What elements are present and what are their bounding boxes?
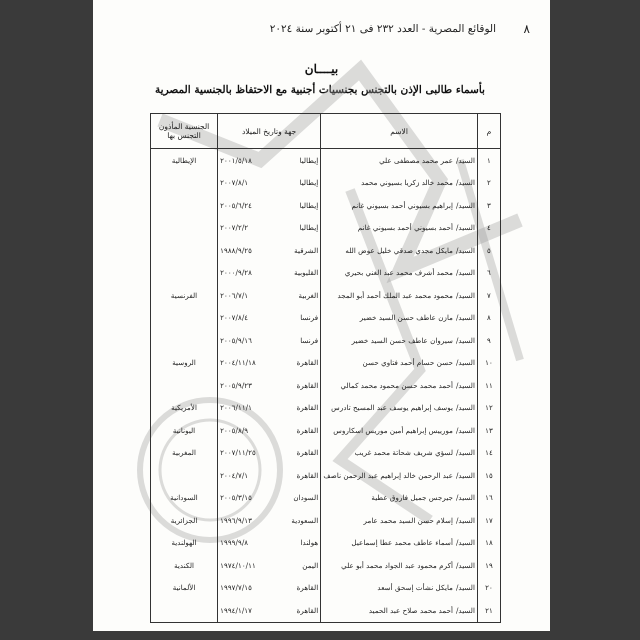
row-number: ١٢	[477, 397, 500, 420]
birth-cell	[218, 554, 321, 577]
table-row	[151, 599, 501, 622]
nationality-cell	[151, 599, 218, 622]
table-row	[151, 284, 501, 307]
applicants-table	[150, 113, 501, 623]
applicant-name-cell	[321, 284, 478, 307]
applicant-name: سيروان عاطف حسن السيد خضير	[351, 335, 454, 345]
nationality-cell	[151, 307, 218, 330]
applicant-name: أحمد بسيوني أحمد بسيوني غانم	[357, 223, 454, 233]
birth-cell	[218, 284, 321, 307]
document-subtitle: بأسماء طالبى الإذن بالتجنس بجنسيات أجنبية مع الاحتفاظ بالجنسية المصرية	[155, 84, 485, 96]
gazette-issue-line: الوقائع المصرية - العدد ٢٣٢ فى ٢١ أكتوبر سنة ٢٠٢٤	[269, 23, 496, 35]
applicant-name-cell	[321, 194, 478, 217]
birth-cell	[218, 509, 321, 532]
birth-cell	[218, 464, 321, 487]
nationality-cell: الروسية	[151, 352, 218, 375]
row-number: ١٩	[477, 554, 500, 577]
birth-place: القاهرة	[296, 425, 319, 435]
birth-cell	[218, 172, 321, 195]
table-row	[151, 397, 501, 420]
nationality-cell: اليونانية	[151, 419, 218, 442]
applicant-name-cell	[321, 374, 478, 397]
birth-place: فرنسا	[300, 335, 319, 345]
birth-cell	[218, 532, 321, 555]
birth-place: إيطاليا	[299, 178, 319, 188]
col-header-num: م	[477, 114, 500, 149]
birth-place: هولندا	[300, 538, 319, 548]
honorific: السيد/	[456, 155, 475, 165]
birth-cell	[218, 374, 321, 397]
col-header-name: الاسم	[321, 114, 478, 149]
birth-date: ٢٠٠٥/٨/٩	[220, 425, 249, 435]
row-number: ١٠	[477, 352, 500, 375]
table-row	[151, 442, 501, 465]
applicant-name-cell	[321, 487, 478, 510]
nationality-cell	[151, 172, 218, 195]
nationality-cell	[151, 239, 218, 262]
table-row	[151, 464, 501, 487]
applicant-name: عمر محمد مصطفى علي	[379, 155, 454, 165]
birth-date: ٢٠٠٤/٧/١	[220, 470, 249, 480]
birth-cell	[218, 599, 321, 622]
table-row	[151, 487, 501, 510]
row-number: ٤	[477, 217, 500, 240]
birth-date: ١٩٩٧/٧/١٥	[220, 583, 252, 593]
applicant-name-cell	[321, 149, 478, 172]
applicant-name-cell	[321, 509, 478, 532]
birth-place: القليوبية	[294, 268, 319, 278]
row-number: ١٤	[477, 442, 500, 465]
nationality-cell: الإيطالية	[151, 149, 218, 172]
birth-place: الشرقية	[294, 245, 319, 255]
birth-place: إيطاليا	[299, 223, 319, 233]
birth-date: ١٩٨٨/٩/٢٥	[220, 245, 252, 255]
applicant-name: مايكل مجدي صدقي خليل عوض الله	[345, 245, 454, 255]
honorific: السيد/	[456, 493, 475, 503]
nationality-cell: الهولندية	[151, 532, 218, 555]
birth-date: ١٩٧٤/١٠/١١	[220, 560, 256, 570]
birth-place: السودان	[293, 493, 319, 503]
birth-cell	[218, 352, 321, 375]
honorific: السيد/	[456, 380, 475, 390]
birth-cell	[218, 239, 321, 262]
birth-cell	[218, 262, 321, 285]
birth-date: ٢٠٠٦/٧/١	[220, 290, 249, 300]
birth-date: ٢٠٠٠/٩/٢٨	[220, 268, 252, 278]
applicant-name: أكرم محمود عبد الجواد محمد أبو علي	[341, 560, 454, 570]
birth-date: ١٩٩٩/٩/٨	[220, 538, 249, 548]
applicant-name: جيرجس جميل فاروق عطية	[371, 493, 454, 503]
honorific: السيد/	[456, 335, 475, 345]
applicant-name-cell	[321, 217, 478, 240]
applicant-name-cell	[321, 329, 478, 352]
page-header	[110, 22, 530, 42]
applicant-name-cell	[321, 239, 478, 262]
birth-cell	[218, 487, 321, 510]
col-header-birth: جهة وتاريخ الميلاد	[218, 114, 321, 149]
applicant-name-cell	[321, 262, 478, 285]
row-number: ٢	[477, 172, 500, 195]
applicant-name: أسماء عاطف محمد عطا إسماعيل	[351, 538, 454, 548]
table-row	[151, 194, 501, 217]
birth-date: ٢٠٠٧/١١/٢٥	[220, 448, 256, 458]
row-number: ١٧	[477, 509, 500, 532]
birth-date: ٢٠٠١/٥/١٨	[220, 155, 252, 165]
applicant-name: مايكل نشأت إسحق أسعد	[377, 583, 454, 593]
birth-cell	[218, 419, 321, 442]
birth-place: القاهرة	[296, 470, 319, 480]
table-row	[151, 509, 501, 532]
birth-date: ٢٠٠٤/١١/١٨	[220, 358, 256, 368]
table-row	[151, 554, 501, 577]
row-number: ٨	[477, 307, 500, 330]
row-number: ٢٠	[477, 577, 500, 600]
table-row	[151, 329, 501, 352]
birth-date: ٢٠٠٧/٨/٤	[220, 313, 249, 323]
row-number: ٦	[477, 262, 500, 285]
nationality-cell	[151, 464, 218, 487]
table-row	[151, 239, 501, 262]
nationality-cell	[151, 262, 218, 285]
honorific: السيد/	[456, 448, 475, 458]
applicant-name: مازن عاطف حسن السيد خضير	[359, 313, 454, 323]
applicant-name-cell	[321, 442, 478, 465]
honorific: السيد/	[456, 538, 475, 548]
birth-place: القاهرة	[296, 605, 319, 615]
birth-date: ٢٠٠٥/٩/٢٣	[220, 380, 252, 390]
applicant-name-cell	[321, 419, 478, 442]
birth-date: ٢٠٠٧/٨/١	[220, 178, 249, 188]
applicant-name-cell	[321, 172, 478, 195]
document-title: بيــــان	[304, 62, 339, 76]
table-row	[151, 532, 501, 555]
birth-date: ٢٠٠٧/٢/٢	[220, 223, 249, 233]
applicant-name: إسلام حسن السيد محمد عامر	[363, 515, 454, 525]
honorific: السيد/	[456, 560, 475, 570]
birth-place: الغربية	[298, 290, 319, 300]
table-row	[151, 419, 501, 442]
honorific: السيد/	[456, 605, 475, 615]
nationality-cell: الألمانية	[151, 577, 218, 600]
row-number: ١٦	[477, 487, 500, 510]
table-row	[151, 577, 501, 600]
applicant-name-cell	[321, 554, 478, 577]
birth-cell	[218, 149, 321, 172]
table-row	[151, 217, 501, 240]
honorific: السيد/	[456, 200, 475, 210]
row-number: ٥	[477, 239, 500, 262]
applicant-name: أحمد محمد حسن محمود محمد كمالي	[340, 380, 454, 390]
birth-place: فرنسا	[300, 313, 319, 323]
honorific: السيد/	[456, 313, 475, 323]
applicant-name-cell	[321, 577, 478, 600]
nationality-cell: الكندية	[151, 554, 218, 577]
honorific: السيد/	[456, 178, 475, 188]
row-number: ٢١	[477, 599, 500, 622]
applicant-name: محمود محمد عبد الملك أحمد أبو المجد	[337, 290, 454, 300]
birth-cell	[218, 442, 321, 465]
table-row	[151, 172, 501, 195]
birth-place: القاهرة	[296, 403, 319, 413]
applicant-name-cell	[321, 599, 478, 622]
applicant-name: لسؤي شريف شحاتة محمد غريب	[354, 448, 454, 458]
applicant-name-cell	[321, 532, 478, 555]
applicant-name: حسن حسام أحمد فتاوي حسن	[362, 358, 454, 368]
birth-cell	[218, 217, 321, 240]
birth-date: ٢٠٠٥/٣/١٥	[220, 493, 252, 503]
applicant-name: محمد خالد زكريا بسيوني محمد	[361, 178, 454, 188]
row-number: ١١	[477, 374, 500, 397]
row-number: ٩	[477, 329, 500, 352]
honorific: السيد/	[456, 583, 475, 593]
page-number: ٨	[523, 22, 530, 36]
honorific: السيد/	[456, 358, 475, 368]
row-number: ٧	[477, 284, 500, 307]
birth-place: السعودية	[291, 515, 319, 525]
table-row	[151, 262, 501, 285]
birth-place: القاهرة	[296, 448, 319, 458]
honorific: السيد/	[456, 403, 475, 413]
row-number: ١٥	[477, 464, 500, 487]
nationality-cell	[151, 194, 218, 217]
birth-cell	[218, 307, 321, 330]
nationality-cell: الجزائرية	[151, 509, 218, 532]
table-row	[151, 352, 501, 375]
birth-place: إيطاليا	[299, 155, 319, 165]
honorific: السيد/	[456, 425, 475, 435]
row-number: ١٣	[477, 419, 500, 442]
nationality-cell	[151, 374, 218, 397]
row-number: ٣	[477, 194, 500, 217]
applicant-name: إبراهيم بسيوني أحمد بسيوني غانم	[351, 200, 454, 210]
row-number: ١٨	[477, 532, 500, 555]
applicant-name: عبد الرحمن خالد إبراهيم عبد الرحمن ناصف	[323, 470, 454, 480]
honorific: السيد/	[456, 515, 475, 525]
birth-cell	[218, 194, 321, 217]
birth-date: ٢٠٠٥/٦/٢٤	[220, 200, 252, 210]
honorific: السيد/	[456, 290, 475, 300]
honorific: السيد/	[456, 245, 475, 255]
applicant-name-cell	[321, 464, 478, 487]
birth-place: اليمن	[302, 560, 319, 570]
nationality-cell	[151, 217, 218, 240]
birth-place: إيطاليا	[299, 200, 319, 210]
birth-date: ٢٠٠٦/١١/١	[220, 403, 252, 413]
applicant-name-cell	[321, 307, 478, 330]
table-row	[151, 307, 501, 330]
nationality-cell: الفرنسية	[151, 284, 218, 307]
col-header-nationality: الجنسية المأذون التجنس بها	[151, 114, 218, 149]
applicant-name: محمد أشرف محمد عبد الغني بحيري	[344, 268, 454, 278]
honorific: السيد/	[456, 223, 475, 233]
birth-date: ١٩٩٦/٩/١٣	[220, 515, 252, 525]
birth-cell	[218, 397, 321, 420]
birth-date: ١٩٩٤/١/١٧	[220, 605, 252, 615]
honorific: السيد/	[456, 268, 475, 278]
table-row	[151, 374, 501, 397]
applicant-name: مورييس إبراهيم أمين موريس اسكاروس	[333, 425, 454, 435]
applicant-name: أحمد محمد صلاح عبد الحميد	[368, 605, 454, 615]
applicant-name: يوسف إبراهيم يوسف عبد المسيح تادرس	[331, 403, 454, 413]
birth-place: القاهرة	[296, 358, 319, 368]
applicant-name-cell	[321, 352, 478, 375]
nationality-cell: السودانية	[151, 487, 218, 510]
birth-place: القاهرة	[296, 583, 319, 593]
birth-cell	[218, 577, 321, 600]
nationality-cell: المغربية	[151, 442, 218, 465]
table-row	[151, 149, 501, 172]
row-number: ١	[477, 149, 500, 172]
honorific: السيد/	[456, 470, 475, 480]
applicant-name-cell	[321, 397, 478, 420]
birth-date: ٢٠٠٥/٩/١٦	[220, 335, 252, 345]
birth-place: القاهرة	[296, 380, 319, 390]
nationality-cell	[151, 329, 218, 352]
birth-cell	[218, 329, 321, 352]
nationality-cell: الأمريكية	[151, 397, 218, 420]
